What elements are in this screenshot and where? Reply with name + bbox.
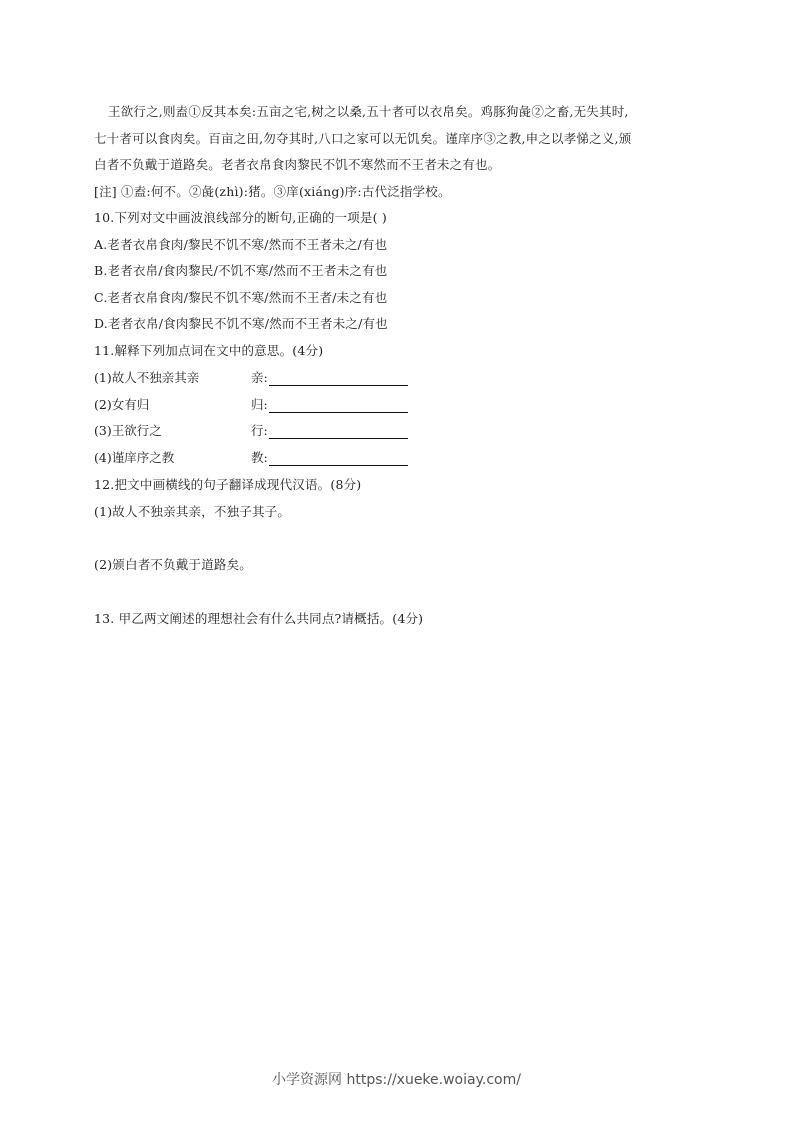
passage-line-3: 白者不负戴于道路矣。老者衣帛食肉黎民不饥不寒然而不王者未之有也。 <box>94 157 501 172</box>
q10-option-a: A.老者衣帛食肉/黎民不饥不寒/然而不王者未之/有也 <box>94 237 388 252</box>
q11-item-2-phrase: (2)女有归 <box>94 397 150 412</box>
q11-stem: 11.解释下列加点词在文中的意思。(4分) <box>94 343 324 358</box>
q11-item-2-key: 归: <box>251 397 268 412</box>
q11-item-4-answer-blank[interactable] <box>269 451 408 466</box>
q10-option-b: B.老者衣帛/食肉黎民/不饥不寒/然而不王者未之有也 <box>94 263 388 278</box>
q11-item-1 <box>94 370 408 386</box>
q13-stem: 13. 甲乙两文阐述的理想社会有什么共同点?请概括。(4分) <box>94 611 424 626</box>
q11-item-3-phrase: (3)王欲行之 <box>94 423 162 438</box>
passage-line-2: 七十者可以食肉矣。百亩之田,勿夺其时,八口之家可以无饥矣。谨庠序③之教,申之以孝悌之义,颁 <box>94 131 632 146</box>
q12-stem: 12.把文中画横线的句子翻译成现代汉语。(8分) <box>94 477 362 492</box>
q10-option-c: C.老者衣帛食肉/黎民不饥不寒/然而不王者/未之有也 <box>94 290 388 305</box>
q11-item-4-key: 教: <box>251 450 268 465</box>
q11-item-3-key: 行: <box>251 423 268 438</box>
passage-line-1: 王欲行之,则盍①反其本矣:五亩之宅,树之以桑,五十者可以衣帛矣。鸡豚狗彘②之畜,无失其时, <box>108 104 629 119</box>
q11-item-3 <box>94 423 408 439</box>
q12-item-1: (1)故人不独亲其亲，不独子其子。 <box>94 504 291 519</box>
q10-stem: 10.下列对文中画波浪线部分的断句,正确的一项是( ) <box>94 210 387 225</box>
q11-item-2 <box>94 397 408 413</box>
footer-watermark: 小学资源网 https://xueke.woiay.com/ <box>272 1072 521 1088</box>
passage-note: [注] ①盍:何不。②彘(zhì):猪。③庠(xiáng)序:古代泛指学校。 <box>94 184 451 199</box>
q10-option-d: D.老者衣帛/食肉黎民不饥不寒/然而不王者未之/有也 <box>94 316 388 331</box>
q11-item-1-answer-blank[interactable] <box>269 371 408 386</box>
q11-item-2-answer-blank[interactable] <box>269 398 408 413</box>
q11-item-3-answer-blank[interactable] <box>269 424 408 439</box>
q12-item-2: (2)颁白者不负戴于道路矣。 <box>94 557 253 572</box>
q11-item-1-phrase: (1)故人不独亲其亲 <box>94 370 200 385</box>
q11-item-4-phrase: (4)谨庠序之教 <box>94 450 175 465</box>
q11-item-4 <box>94 450 408 466</box>
q11-item-1-key: 亲: <box>251 370 268 385</box>
